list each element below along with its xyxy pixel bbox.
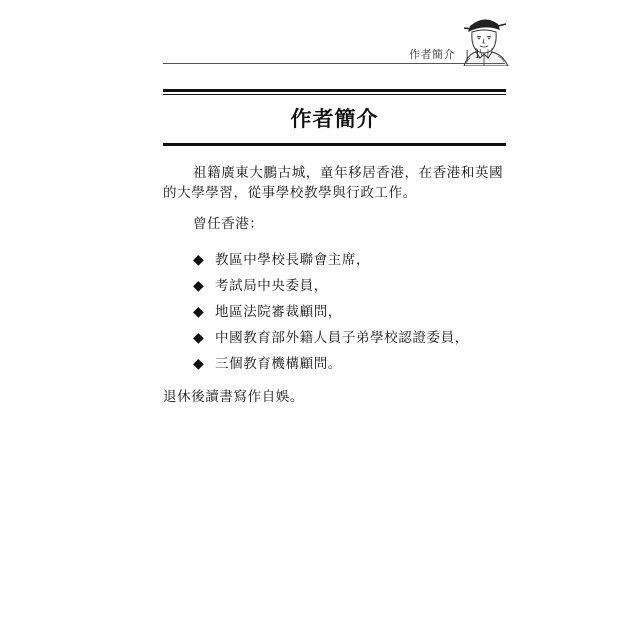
retirement-paragraph: 退休後讀書寫作自娛。 [163, 389, 304, 405]
section-title: 作者簡介 [290, 107, 379, 131]
former-roles-intro: 曾任香港： [193, 216, 264, 232]
diamond-bullet-icon: ◆ [193, 252, 205, 268]
diamond-bullet-icon: ◆ [193, 356, 205, 372]
list-item-text: 中國教育部外籍人員子弟學校認證委員， [215, 330, 469, 346]
bio-paragraph: 祖籍廣東大鵬古城，童年移居香港，在香港和英國的大學學習，從事學校教學與行政工作。 [163, 165, 504, 201]
list-item-text: 地區法院審裁顧問， [215, 304, 342, 320]
header-rule [163, 63, 505, 64]
diamond-bullet-icon: ◆ [193, 278, 205, 294]
title-rule-top [163, 89, 506, 92]
list-item [193, 250, 503, 276]
title-rule-bottom [163, 143, 506, 146]
list-item-text: 三個教育機構顧問。 [215, 356, 342, 372]
list-item [193, 302, 503, 328]
running-header-separator: | [465, 48, 469, 61]
diamond-bullet-icon: ◆ [193, 304, 205, 320]
list-item [193, 328, 503, 354]
title-rule-top-thin [163, 94, 506, 95]
list-item-text: 考試局中央委員， [215, 278, 328, 294]
running-header-title: 作者簡介 [409, 48, 455, 61]
list-item [193, 276, 503, 302]
page-number: 1 [474, 48, 481, 61]
list-item [193, 354, 503, 380]
list-item-text: 教區中學校長聯會主席， [215, 252, 371, 268]
running-header [163, 48, 505, 64]
roles-list [193, 250, 503, 380]
diamond-bullet-icon: ◆ [193, 330, 205, 346]
